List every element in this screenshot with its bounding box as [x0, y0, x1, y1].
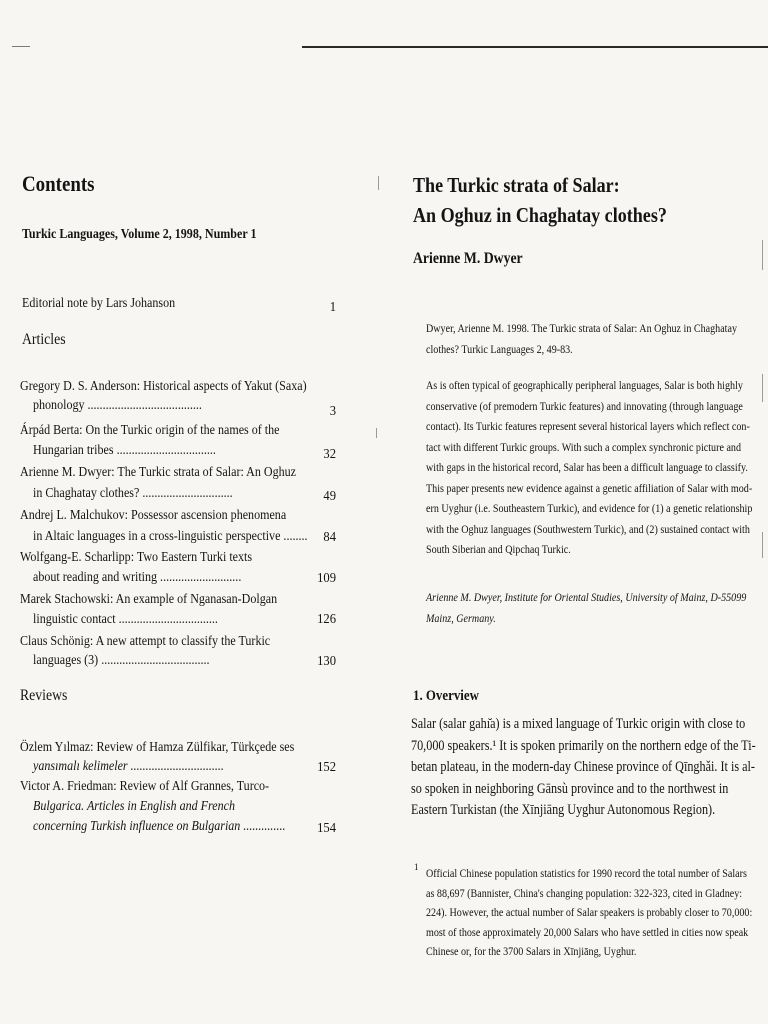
toc-entry-continuation: yansımalı kelimeler ...............................	[33, 759, 224, 774]
paragraph-line: so spoken in neighboring Gānsù province and to the northwest in	[411, 780, 729, 797]
editorial-note-entry: Editorial note by Lars Johanson	[22, 296, 176, 311]
abstract-line: conservative (of premodern Turkic features) and innovating (through language	[426, 398, 743, 413]
affiliation-line: Mainz, Germany.	[426, 610, 496, 625]
toc-entry-continuation: in Altaic languages in a cross-linguistic perspective ........	[33, 529, 308, 544]
gutter-mark	[376, 428, 377, 438]
page-number: 109	[317, 571, 336, 586]
abstract-line: contact). Its Turkic features represent several historical layers which reflect con-	[426, 419, 750, 433]
author-affiliation	[426, 587, 746, 628]
toc-entry-continuation: phonology ......................................	[33, 398, 202, 413]
abstract-line: with gaps in the historical record, Salar has been a difficult language to classify.	[426, 460, 748, 474]
abstract-line: ern Uyghur (i.e. Southeastern Turkic), and evidence for (1) a genetic relationship	[426, 501, 753, 515]
page-number: 130	[317, 654, 336, 669]
abstract	[426, 375, 752, 560]
toc-entry-title: Victor A. Friedman: Review of Alf Grannes, Turco-	[20, 779, 270, 794]
paragraph-line: 70,000 speakers.¹ It is spoken primarily on the northern edge of the Ti-	[411, 737, 756, 754]
articles-heading: Articles	[22, 331, 66, 348]
page-number: 1	[329, 300, 336, 315]
citation-line: Dwyer, Arienne M. 1998. The Turkic strata of Salar: An Oghuz in Chaghatay	[426, 321, 738, 335]
overview-paragraph	[411, 714, 756, 822]
abstract-line: tact with different Turkic groups. With such a complex synchronic picture and	[426, 439, 741, 454]
toc-entry-continuation: in Chaghatay clothes? ..............................	[33, 486, 233, 501]
citation-line: clothes? Turkic Languages 2, 49-83.	[426, 341, 573, 356]
journal-issue: Turkic Languages, Volume 2, 1998, Number 1	[22, 227, 257, 242]
toc-entry-title: Arienne M. Dwyer: The Turkic strata of Salar: An Oghuz	[20, 465, 296, 480]
reviews-heading: Reviews	[20, 687, 68, 704]
edge-mark	[762, 240, 763, 270]
header-rule	[302, 46, 768, 48]
toc-entry-title: Özlem Yılmaz: Review of Hamza Zülfikar, Türkçede ses	[20, 740, 295, 755]
edge-mark	[762, 374, 763, 402]
article-title	[413, 170, 667, 230]
footnote-line: Chinese or, for the 3700 Salars in Xīnjiāng, Uyghur.	[426, 944, 637, 958]
scan-mark-left	[12, 46, 30, 47]
footnote	[426, 864, 752, 962]
toc-entry-continuation: languages (3) ....................................	[33, 653, 210, 668]
page-number: 84	[323, 530, 336, 545]
footnote-line: as 88,697 (Bannister, China's changing population: 322-323, cited in Gladney:	[426, 885, 743, 900]
page-number: 154	[317, 821, 336, 836]
page-number: 32	[323, 447, 336, 462]
paragraph-line: Eastern Turkistan (the Xīnjiāng Uyghur Autonomous Region).	[411, 802, 716, 818]
affiliation-line: Arienne M. Dwyer, Institute for Oriental Studies, University of Mainz, D-55099	[426, 590, 747, 604]
article-title-line: The Turkic strata of Salar:	[413, 173, 620, 197]
toc-entry-title: Árpád Berta: On the Turkic origin of the names of the	[20, 423, 280, 438]
overview-heading: 1. Overview	[413, 688, 479, 704]
footnote-marker: 1	[414, 862, 419, 872]
article-author: Arienne M. Dwyer	[413, 250, 523, 267]
gutter-mark	[378, 176, 379, 190]
toc-entry-continuation: linguistic contact .................................	[33, 612, 218, 627]
page-number: 126	[317, 612, 336, 627]
citation	[426, 318, 737, 359]
toc-entry-title: Gregory D. S. Anderson: Historical aspects of Yakut (Saxa)	[20, 379, 307, 394]
edge-mark	[762, 532, 763, 558]
abstract-line: South Siberian and Qipchaq Turkic.	[426, 542, 571, 556]
paragraph-line: betan plateau, in the modern-day Chinese province of Qīnghǎi. It is al-	[411, 759, 755, 775]
article-title-line: An Oghuz in Chaghatay clothes?	[413, 203, 667, 227]
footnote-line: Official Chinese population statistics for 1990 record the total number of Salars	[426, 866, 747, 880]
toc-entry-title: Andrej L. Malchukov: Possessor ascension phenomena	[20, 508, 287, 523]
toc-entry-continuation: Bulgarica. Articles in English and French	[33, 799, 235, 814]
toc-entry-title: Claus Schönig: A new attempt to classify the Turkic	[20, 634, 271, 649]
page-number: 3	[329, 404, 336, 419]
paragraph-line: Salar (salar gahı̆a) is a mixed language of Turkic origin with close to	[411, 716, 746, 732]
abstract-line: As is often typical of geographically peripheral languages, Salar is both highly	[426, 378, 743, 392]
toc-entry-continuation: concerning Turkish influence on Bulgarian ..............	[33, 819, 286, 834]
page-number: 49	[323, 489, 336, 504]
page-number: 152	[317, 760, 336, 775]
footnote-line: 224). However, the actual number of Salar speakers is probably closer to 70,000:	[426, 905, 753, 919]
footnote-line: most of those approximately 20,000 Salars who have settled in cities now speak	[426, 924, 749, 939]
toc-entry-title: Wolfgang-E. Scharlipp: Two Eastern Turki texts	[20, 550, 253, 565]
abstract-line: with the Oghuz languages (Southwestern Turkic), and (2) sustained contact with	[426, 521, 750, 536]
toc-entry-title: Marek Stachowski: An example of Nganasan-Dolgan	[20, 592, 278, 607]
toc-entry-continuation: about reading and writing ...........................	[33, 570, 242, 585]
contents-title: Contents	[22, 171, 95, 196]
toc-entry-continuation: Hungarian tribes .................................	[33, 443, 216, 458]
abstract-line: This paper presents new evidence against a genetic affiliation of Salar with mod-	[426, 480, 753, 495]
